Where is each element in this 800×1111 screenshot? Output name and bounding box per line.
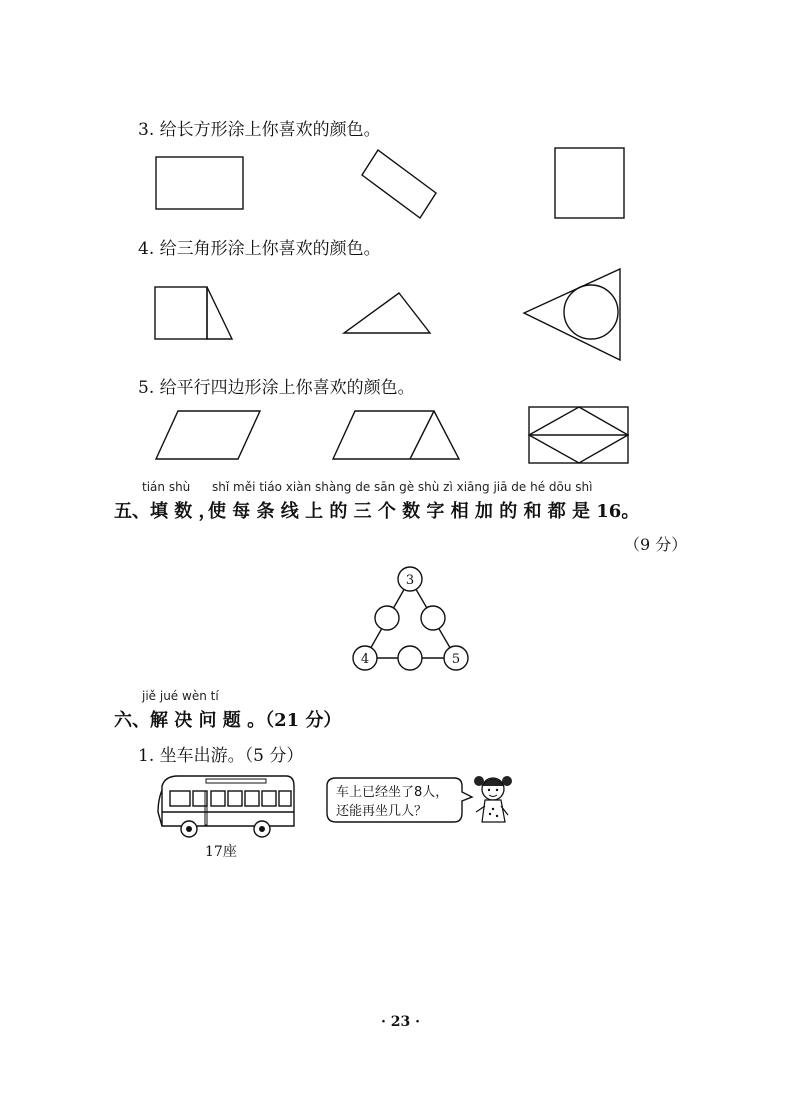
- section6-pinyin: jiě jué wèn tí: [142, 689, 219, 703]
- node-bottom-left-number: 4: [360, 652, 370, 667]
- bubble-line-2: 还能再坐几人？: [336, 804, 428, 819]
- section5-pinyin-b: shǐ měi tiáo xiàn shàng de sān gè shù zì xiāng jiā de hé dōu shì: [212, 480, 593, 494]
- bubble-line-1: 车上已经坐了8人，: [336, 785, 449, 800]
- question-3: 3. 给长方形涂上你喜欢的颜色。: [138, 120, 381, 140]
- bus-seat-label: 17座: [205, 844, 237, 860]
- question-6-1: 1. 坐车出游。（5 分）: [138, 746, 304, 766]
- section6-title: 六、解 决 问 题 。（21 分）: [114, 710, 342, 731]
- section5-title-a: 五、填 数 ，: [114, 501, 217, 522]
- node-top-number: 3: [405, 573, 415, 588]
- question-5: 5. 给平行四边形涂上你喜欢的颜色。: [138, 378, 415, 398]
- node-bottom-right-number: 5: [451, 652, 461, 667]
- section5-title-b: 使 每 条 线 上 的 三 个 数 字 相 加 的 和 都 是 16。: [208, 501, 640, 522]
- page-number: · 23 ·: [381, 1014, 420, 1030]
- question-4: 4. 给三角形涂上你喜欢的颜色。: [138, 239, 381, 259]
- section5-score: （9 分）: [624, 535, 688, 554]
- section5-pinyin-a: tián shù: [142, 480, 191, 494]
